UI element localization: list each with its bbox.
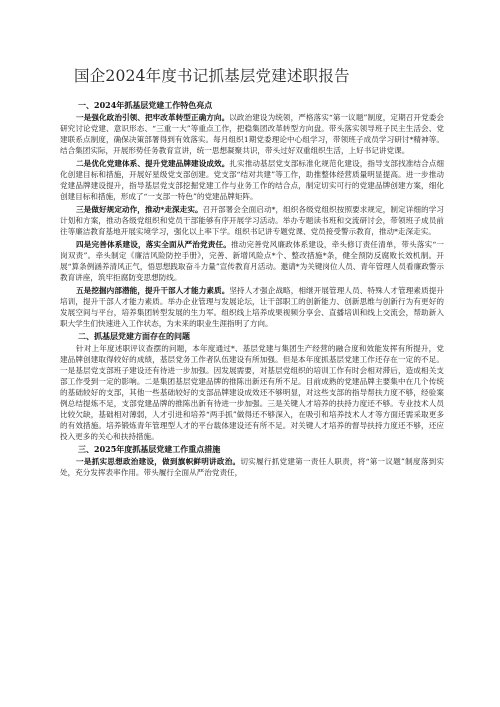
paragraph-lead: 二是优化党建体系、提升党建品牌建设成效。 — [76, 159, 230, 168]
section-heading: 二、抓基层党建方面存在的问题 — [78, 331, 190, 341]
paragraph — [60, 456, 444, 478]
paragraph — [60, 343, 444, 442]
paragraph-body: 推动完善党风廉政体系建设，牵头修订责任清单，带头落实“一岗双责”。牵头制定《廉洁风险防控手册》，完善、新增风险点*个、整改措施*条，健全预防反腐败长效机制。开展“算条例涵养清风正气，悟思想践取奋斗力量”宣传教育月活动。邀请*为关键岗位人员、青年管理人员看廉政警示教育讲座，筑牢拒腐防变思想防线。 — [60, 240, 444, 282]
paragraph — [60, 112, 444, 156]
section-3 — [60, 444, 444, 478]
section-heading: 一、2024年抓基层党建工作特色亮点 — [78, 100, 213, 110]
section-2 — [60, 331, 444, 442]
paragraph-body: 坚持人才强企战略，相继开展管理人员、特殊人才管理素质提升培训，提升干部人才能力素质。举办企业管理与发展论坛，让干部职工的创新能力、创新思维与创新行为有更好的发展空间与平台，培养集团转型发展的生力军。组织线上培养成果视频分享会、直播培训和线上交流会，帮助新入职大学生们快速进入工作状态，为未来的职业生涯指明了方向。 — [60, 286, 445, 328]
paragraph — [60, 285, 444, 329]
paragraph-lead: 四是完善体系建设，落实全面从严治党责任。 — [76, 240, 231, 249]
paragraph-lead: 三是做好规定动作，推动*走深走实。 — [76, 205, 203, 214]
section-1 — [60, 100, 444, 329]
paragraph — [60, 204, 444, 237]
paragraph-body: 针对上年度述职评议查摆的问题，本年度通过*、基层党建与集团生产经营的融合度和效能发挥有所提升，党建品牌创建取得较好的成绩，基层党务工作者队伍建设有所加强。但是本年度抓基层党建工作还存在一定的不足。一是基层党支部班子建设还有待进一步加强。因发展需要，对基层党组织的培训工作有时会相对滞后，造成相关支部工作受到一定的影响。二是集团基层党建品牌的推陈出新还有所不足。目前成熟的党建品牌主要集中在几个传统的基础较好的支部，其他一些基础较好的支部品牌建设成效还不够明显，对这些支部的指导帮扶力度不够，经验案例总结提炼不足，支部党建品牌的推陈出新有待进一步加强。三是关键人才培养的扶持力度还不够。专业技术人员比较欠缺，基础相对薄弱，人才引进和培养“两手抓”做得还不够深入，在吸引和培养技术人才等方面还需采取更多的有效措施。培养锻炼青年管理型人才的平台载体建设还有所不足。对关键人才培养的督导扶持力度还不够，还应投入更多的关心和扶持措施。 — [60, 344, 444, 441]
paragraph — [60, 239, 444, 283]
paragraph — [60, 158, 444, 202]
paragraph-lead: 一是强化政治引领、把牢改革转型正确方向。 — [76, 113, 230, 122]
paragraph-body: 召开部署会全面启动*，组织各级党组织按照要求规定，制定详细的学习计划和方案，推动各级党组织和党员干部能够有序开展学习活动。举办专题读书班和交流研讨会，带领班子成员前往等廉洁教育基地开展实境学习，强化以上率下学。组织书记讲专题党课、党员接受警示教育，推动*走深走实。 — [60, 205, 444, 236]
paragraph-body: 以政治建设为统领，严格落实“第一议题”制度，定期召开党委会研究讨论党建、意识形态、“三重一大”等重点工作，把稳集团改革转型方向盘。带头落实领导班子民主生活会、党建联系点制度，确保决策部署得到有效落实。每月组织1期党委理论中心组学习，带领班子成员学习研讨*精神等。结合集团实际，开展形势任务教育宣讲，统一思想凝聚共识，带头过好双重组织生活，上好书记讲党课。 — [60, 113, 444, 155]
paragraph-lead: 一是抓实思想政治建设，做到旗帜鲜明讲政治。 — [76, 457, 241, 466]
paragraph-lead: 五是挖掘内部潜能，提升干部人才能力素质。 — [76, 286, 230, 295]
paragraph-body: 扎实推动基层党支部标准化规范化建设，指导支部找准结合点细化创建目标和措施，开展好星级党支部创建。党支部“结对共建”等工作，助推整体经营质量明显提高。进一步推动党建品牌建设提升，指导基层党支部挖掘党建工作与业务工作的结合点，制定切实可行的党建品牌创建方案，细化创建目标和措施，形成了“一支部一特色”的党建品牌矩阵。 — [60, 159, 445, 201]
page-title: 国企2024年度书记抓基层党建述职报告 — [74, 67, 350, 85]
section-heading: 三、2025年度抓基层党建工作重点措施 — [78, 444, 221, 454]
paragraph-body: 切实履行抓党建第一责任人职责，将“第一议题”制度落到实处，充分发挥表率作用。带头履行全面从严治党责任， — [60, 457, 445, 477]
